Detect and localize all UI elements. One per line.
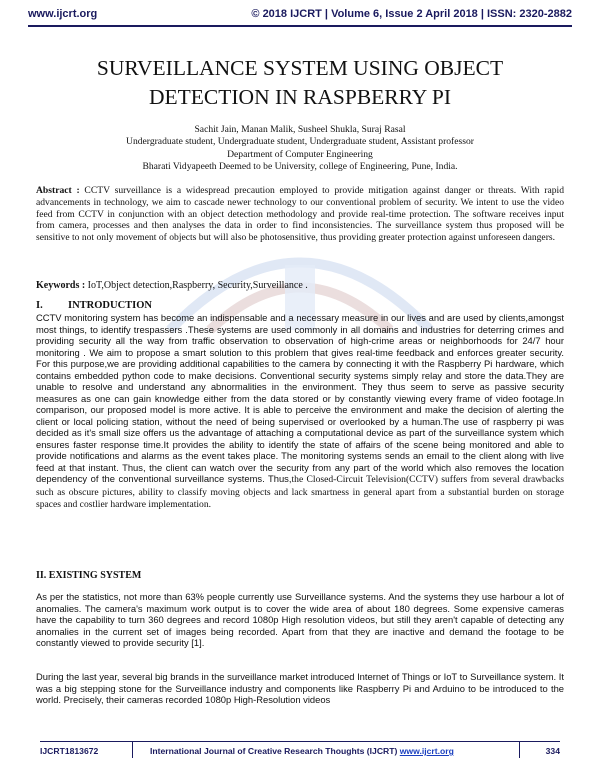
- keywords: [36, 280, 564, 292]
- title-line-1: SURVEILLANCE SYSTEM USING OBJECT: [96, 56, 504, 80]
- author-block: [40, 124, 560, 174]
- section-number: I.: [36, 300, 43, 311]
- keywords-text: IoT,Object detection,Raspberry, Security,Surveillance .: [85, 280, 308, 291]
- existing-system-paragraph-2: During the last year, several big brands in the surveillance market introduced Internet of Things or IoT to Surveillance system. It was a big stepping stone for the Surveillance industry and components like Raspberry Pi and Arduino to be introduced to the world. Precisely, their cameras recorded 1080p High-Resolution videos: [36, 671, 564, 705]
- section-title: INTRODUCTION: [68, 300, 153, 311]
- header-site: www.ijcrt.org: [28, 8, 98, 20]
- header-info: © 2018 IJCRT | Volume 6, Issue 2 April 2018 | ISSN: 2320-2882: [251, 8, 572, 20]
- footer-divider: [40, 741, 560, 742]
- author-institution: Bharati Vidyapeeth Deemed to be University, college of Engineering, Pune, India.: [142, 161, 458, 173]
- paper-title: [40, 54, 560, 112]
- abstract: [36, 185, 564, 244]
- section-heading-introduction: [36, 300, 564, 311]
- footer-separator: [132, 742, 133, 758]
- introduction-body: [36, 312, 564, 511]
- title-line-2: DETECTION IN RASPBERRY PI: [148, 85, 452, 109]
- footer-page-number: 334: [545, 746, 560, 756]
- section-heading-existing-system: II. EXISTING SYSTEM: [36, 570, 142, 581]
- introduction-text-serif: the Closed-Circuit Television(CCTV) suffers from several drawbacks such as obscure pictures, ability to classify moving objects and lack smartness in general apart from a substantial burden on storage spaces and costlier hardware implementation.: [36, 474, 564, 510]
- footer-url-link[interactable]: www.ijcrt.org: [399, 746, 454, 756]
- footer-separator: [519, 742, 520, 758]
- introduction-text: CCTV monitoring system has become an indispensable and a necessary measure in our lives and are used by clients,amongst most things, to identify trespassers .These systems are used commonly in all domains and industries for deterring crimes and providing security all the way from traffic observation to observation of high-crime areas or neighborhoods for 24/7 hour monitoring . We aim to propose a smart solution to this problem that gives real-time feedback and enforces greater security. For this purpose,we are providing additional capabilities to the camera by connecting it with the Raspberry Pi hardware, which contains embedded python code to make decisions. Conventional security systems simply relay and store the data.They are unable to resolve and understand any abnormalities in the environment. They thus seem to serve as passive security measures as one can gain knowledge either from the data stored or by constantly viewing every frame of video footage.In comparison, our proposed model is more active. It is able to perceive the environment and make the decision of alerting the client or local policing station, without the need of being supervised or overlooked by a human.The use of raspberry pi was decided as it's small size offers us the advantage of attaching a computational device as part of the surveillance system which ensures faster response time.It provides the ability to identify the state of affairs of the scene being monitored and able to provide notifications and alarms as the event takes place. The monitoring systems sends an email to the client along with live feed at that instant. Thus, the client can watch over the security from any part of the world which also removes the location dependency of the conventional surveillance systems. Thus,: [36, 312, 564, 484]
- footer-journal-name: International Journal of Creative Research Thoughts (IJCRT): [150, 746, 400, 756]
- running-footer: [40, 746, 560, 760]
- existing-system-paragraph-1: As per the statistics, not more than 63% people currently use Surveillance systems. And the systems they use harbour a lot of anomalies. The camera's maximum work output is to cover the wide area of about 180 degrees. Some expensive cameras have the capability to turn 360 degrees and record 1080p High resolution videos, but still they aren't capable of detecting any anomalies in the current set of images being recorded. Apart from that they are inactive and demand the footage to be constantly viewed to provide security [1].: [36, 591, 564, 648]
- footer-paper-id: IJCRT1813672: [40, 746, 99, 756]
- keywords-label: Keywords :: [36, 280, 86, 291]
- author-names: Sachit Jain, Manan Malik, Susheel Shukla, Suraj Rasal: [194, 124, 406, 135]
- header-divider: [28, 25, 572, 27]
- abstract-text: CCTV surveillance is a widespread precaution employed to provide mitigation against danger or threats. With rapid advancements in technology, we aim to cascade newer technology to our conventional problem of security. We intent to use the video feed from CCTV in conjunction with an object detection methodology and provide real-time protection. The software receives input from camera, processes and then analyses the data in order to find inconsistencies. The surveillance system thus proposed will be sensitive to not only movement of objects but will also be photosensitive, thus providing greater protection against unforeseen dangers.: [36, 185, 564, 244]
- author-department: Department of Computer Engineering: [227, 148, 373, 160]
- footer-journal: [150, 746, 454, 756]
- abstract-label: Abstract :: [36, 185, 80, 196]
- author-roles: Undergraduate student, Undergraduate student, Undergraduate student, Assistant professor: [126, 136, 474, 148]
- running-header: [28, 6, 572, 26]
